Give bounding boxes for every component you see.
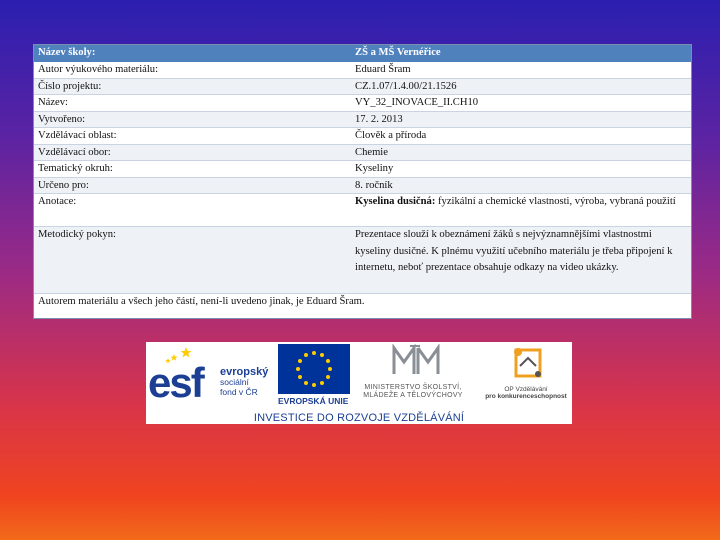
row-label: Vytvořeno:: [38, 113, 86, 125]
row-value: Eduard Šram: [355, 64, 411, 75]
table-row: [34, 178, 691, 195]
table-row: [34, 79, 691, 96]
row-label: Metodický pokyn:: [38, 229, 116, 240]
row-value: VY_32_INOVACE_II.CH10: [355, 97, 479, 108]
row-value: 17. 2. 2013: [355, 113, 403, 125]
row-value: Kyseliny: [355, 163, 394, 174]
row-value: Prezentace slouží k obeznámení žáků s nejvýznamnějšími vlastnostmi kyseliny dusičné. K plnému využití učebního materiálu je třeba připojení k internetu, neboť prezentace obsahuje odkazy na video ukázky.: [355, 229, 673, 273]
row-label: Tematický okruh:: [38, 163, 113, 174]
investment-slogan: INVESTICE DO ROZVOJE VZDĚLÁVÁNÍ: [253, 412, 465, 424]
op-label-line: pro konkurenceschopnost: [485, 393, 567, 400]
esf-caption-line: sociální: [220, 377, 249, 387]
op-logo-icon: [510, 344, 546, 384]
msmt-logo-icon: [390, 344, 440, 380]
row-label: Vzdělávací oblast:: [38, 130, 117, 141]
row-value: ZŠ a MŠ Vernéřice: [355, 47, 441, 58]
table-row: [34, 112, 691, 129]
funding-logos: [146, 342, 572, 424]
table-row: [34, 145, 691, 162]
esf-caption-line: fond v ČR: [220, 386, 258, 397]
project-info-table: [33, 44, 692, 319]
author-statement: Autorem materiálu a všech jeho částí, není-li uvedeno jinak, je Eduard Šram.: [38, 296, 365, 307]
row-label: Název školy:: [38, 47, 96, 58]
table-row: [34, 128, 691, 145]
table-row: [34, 95, 691, 112]
msmt-label-line: MINISTERSTVO ŠKOLSTVÍ,: [364, 384, 462, 391]
table-row: [34, 161, 691, 178]
annotation-topic: Kyselina dusičná:: [355, 196, 436, 207]
eu-label: EVROPSKÁ UNIE: [278, 396, 349, 406]
row-label: Určeno pro:: [38, 179, 89, 191]
table-row: [34, 45, 691, 62]
msmt-label-line: MLÁDEŽE A TĚLOVÝCHOVY: [363, 392, 463, 399]
row-label: Vzdělávací obor:: [38, 146, 111, 158]
row-value: Člověk a příroda: [355, 130, 427, 141]
table-row-annotation: [34, 194, 691, 227]
annotation-text: fyzikální a chemické vlastnosti, výroba, vybraná použití: [435, 196, 676, 207]
row-value: CZ.1.07/1.4.00/21.1526: [355, 80, 457, 92]
row-value: Chemie: [355, 146, 388, 158]
table-row-footer: [34, 294, 691, 311]
table-row: [34, 62, 691, 79]
op-label: [482, 386, 570, 400]
esf-logo-text: esf: [148, 359, 203, 406]
msmt-label: [358, 384, 468, 400]
eu-flag-icon: [278, 344, 350, 394]
esf-caption-line: evropský: [220, 366, 269, 378]
table-row-method: [34, 227, 691, 294]
op-label-line: OP Vzdělávání: [504, 386, 548, 393]
row-value: 8. ročník: [355, 179, 393, 191]
row-label: Číslo projektu:: [38, 80, 102, 92]
row-label: Anotace:: [38, 196, 77, 207]
esf-caption: [220, 366, 268, 397]
row-label: Autor výukového materiálu:: [38, 64, 159, 75]
row-label: Název:: [38, 97, 68, 108]
row-value: [355, 194, 685, 211]
